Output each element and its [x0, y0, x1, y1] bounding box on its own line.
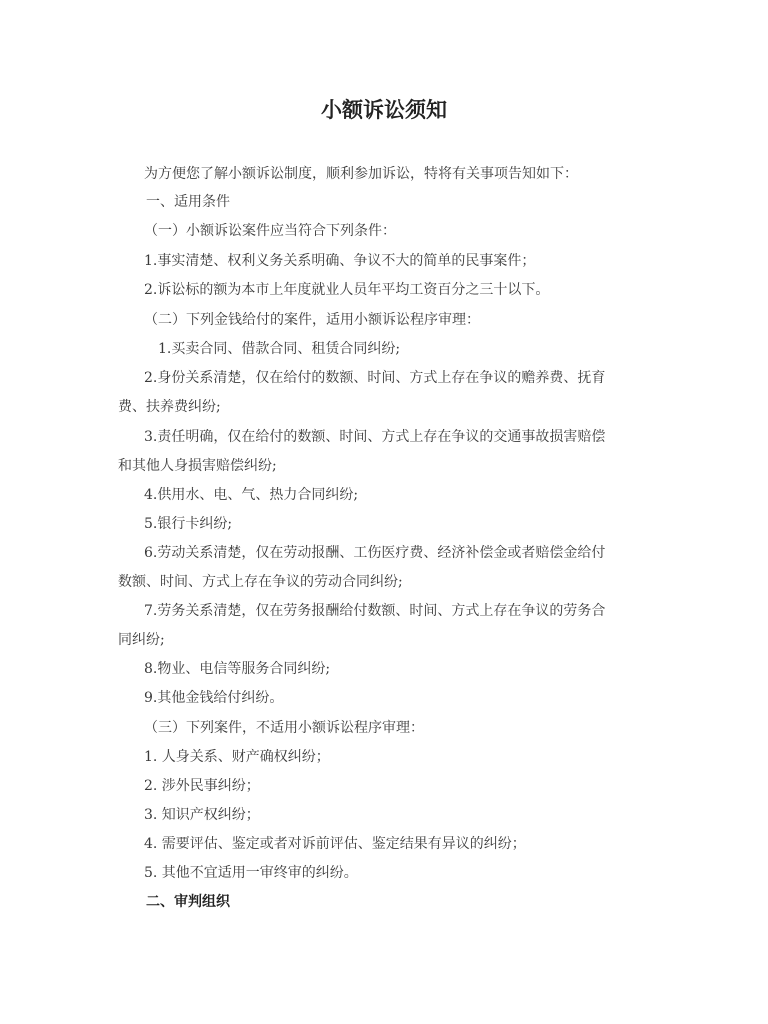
list-item: 6.劳动关系清楚，仅在劳动报酬、工伤医疗费、经济补偿金或者赔偿金给付: [144, 545, 606, 561]
list-item-continuation: 费、扶养费纠纷;: [118, 399, 221, 415]
list-item-continuation: 同纠纷;: [118, 632, 165, 648]
list-item: 7.劳务关系清楚，仅在劳务报酬给付数额、时间、方式上存在争议的劳务合: [144, 603, 606, 619]
list-item: 2.身份关系清楚，仅在给付的数额、时间、方式上存在争议的赡养费、抚育: [144, 370, 606, 386]
list-item-continuation: 数额、时间、方式上存在争议的劳动合同纠纷;: [118, 574, 403, 590]
list-item: 1.买卖合同、借款合同、租赁合同纠纷;: [158, 341, 401, 357]
list-item: 5.银行卡纠纷;: [144, 516, 233, 532]
list-item: 1.事实清楚、权利义务关系明确、争议不大的简单的民事案件；: [144, 253, 536, 269]
list-item: 9.其他金钱给付纠纷。: [144, 690, 284, 706]
section2-heading: 二、审判组织: [146, 894, 230, 910]
list-item: 3.责任明确，仅在给付的数额、时间、方式上存在争议的交通事故损害赔偿: [144, 429, 606, 445]
list-item-continuation: 和其他人身损害赔偿纠纷;: [118, 458, 277, 474]
subsection2-heading: （二）下列金钱给付的案件，适用小额诉讼程序审理：: [144, 312, 480, 328]
list-item: 4. 需要评估、鉴定或者对诉前评估、鉴定结果有异议的纠纷；: [144, 836, 526, 852]
list-item: 3. 知识产权纠纷；: [144, 807, 260, 823]
list-item: 4.供用水、电、气、热力合同纠纷;: [144, 487, 359, 503]
intro-paragraph: 为方便您了解小额诉讼制度，顺利参加诉讼，特将有关事项告知如下：: [144, 166, 578, 182]
section1-heading: 一、适用条件: [146, 194, 230, 210]
list-item: 8.物业、电信等服务合同纠纷;: [144, 661, 331, 677]
subsection3-heading: （三）下列案件，不适用小额诉讼程序审理：: [144, 720, 424, 736]
list-item: 2.诉讼标的额为本市上年度就业人员年平均工资百分之三十以下。: [144, 282, 550, 298]
subsection1-heading: （一）小额诉讼案件应当符合下列条件：: [144, 223, 396, 239]
list-item: 1. 人身关系、财产确权纠纷；: [144, 749, 330, 765]
list-item: 2. 涉外民事纠纷；: [144, 778, 260, 794]
page-title: 小额诉讼须知: [321, 98, 447, 122]
list-item: 5. 其他不宜适用一审终审的纠纷。: [144, 865, 358, 881]
